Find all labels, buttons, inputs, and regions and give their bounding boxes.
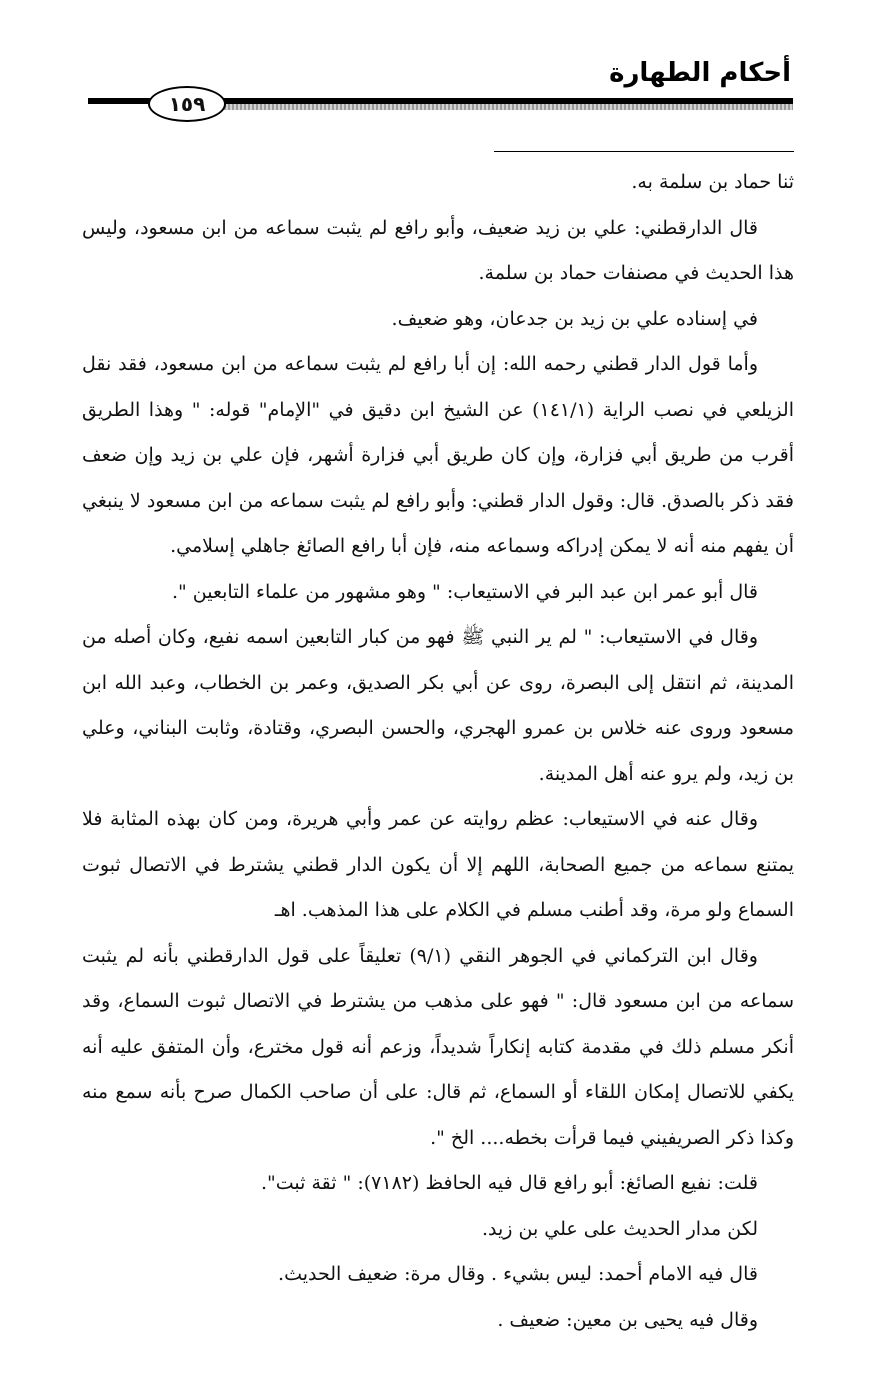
running-header-title: أحكام الطهارة: [609, 58, 791, 88]
paragraph-ibn-abd-al-barr: قال أبو عمر ابن عبد البر في الاستيعاب: " وهو مشهور من علماء التابعين ".: [171, 580, 758, 603]
paragraph-zaylai: وأما قول الدار قطني رحمه الله: إن أبا رافع لم يثبت سماعه من ابن مسعود، فقد نقل الزيلعي في نصب الراية (١٤١/١) عن الشيخ ابن دقيق في "الإمام" قوله: " وهذا الطريق أقرب من طريق أبي فزارة، وإن كان طريق أبي فزارة أشهر، فإن علي بن زيد وإن ضعف فقد ذكر بالصدق. قال: وقول الدار قطني: وأبو رافع لم يثبت سماعه من ابن مسعود لا ينبغي أن يفهم منه أنه لا يمكن إدراكه وسماعه منه، فإن أبا رافع الصائغ جاهلي إسلامي.: [82, 353, 794, 557]
paragraph-istiab: وقال في الاستيعاب: " لم ير النبي ﷺ فهو من كبار التابعين اسمه نفيع، وكان أصله من المدينة، ثم انتقل إلى البصرة، روى عن أبي بكر الصديق، وعمر بن الخطاب، وعبد الله ابن مسعود وروى عنه خلاس بن عمرو الهجري، والحسن البصري، وقتادة، وثابت البناني، وعلي بن زيد، ولم يرو عنه أهل المدينة.: [82, 626, 794, 785]
header-rule-shading: [220, 104, 793, 110]
paragraph-madar: لكن مدار الحديث على علي بن زيد.: [482, 1217, 758, 1240]
paragraph-ibn-turkumani: وقال ابن التركماني في الجوهر النقي (٩/١) تعليقاً على قول الدارقطني بأنه لم يثبت سماعه من ابن مسعود قال: " فهو على مذهب من يشترط في الاتصال ثبوت السماع، وقد أنكر مسلم ذلك في مقدمة كتابه إنكاراً شديداً، وزعم أنه قول مخترع، وأن المتفق عليه أنه يكفي للاتصال إمكان اللقاء أو السماع، ثم قال: على أن صاحب الكمال صرح بأنه سمع منه وكذا ذكر الصريفيني فيما قرأت بخطه.... الخ ".: [82, 944, 794, 1149]
page-number: ١٥٩: [148, 86, 226, 122]
paragraph-ibn-main: وقال فيه يحيى بن معين: ضعيف .: [497, 1308, 758, 1331]
paragraph-isnad: في إسناده علي بن زيد بن جدعان، وهو ضعيف.: [391, 307, 758, 330]
paragraph-istiab-2: وقال عنه في الاستيعاب: عظم روايته عن عمر وأبي هريرة، ومن كان بهذه المثابة فلا يمتنع سماعه من جميع الصحابة، اللهم إلا أن يكون الدار قطني يشترط في الاتصال ثبوت السماع ولو مرة، وقد أطنب مسلم في الكلام على هذا المذهب. اهـ: [82, 808, 794, 921]
paragraph-nufay: قلت: نفيع الصائغ: أبو رافع قال فيه الحافظ (٧١٨٢): " ثقة ثبت".: [260, 1172, 758, 1194]
top-separator-rule: [494, 151, 794, 152]
paragraph-ahmad: قال فيه الامام أحمد: ليس بشيء . وقال مرة: ضعيف الحديث.: [278, 1263, 758, 1285]
paragraph-continuation: ثنا حماد بن سلمة به.: [631, 171, 794, 193]
body-text: [82, 160, 794, 1343]
paragraph-daraqutni: قال الدارقطني: علي بن زيد ضعيف، وأبو رافع لم يثبت سماعه من ابن مسعود، وليس هذا الحديث في مصنفات حماد بن سلمة.: [82, 216, 794, 284]
